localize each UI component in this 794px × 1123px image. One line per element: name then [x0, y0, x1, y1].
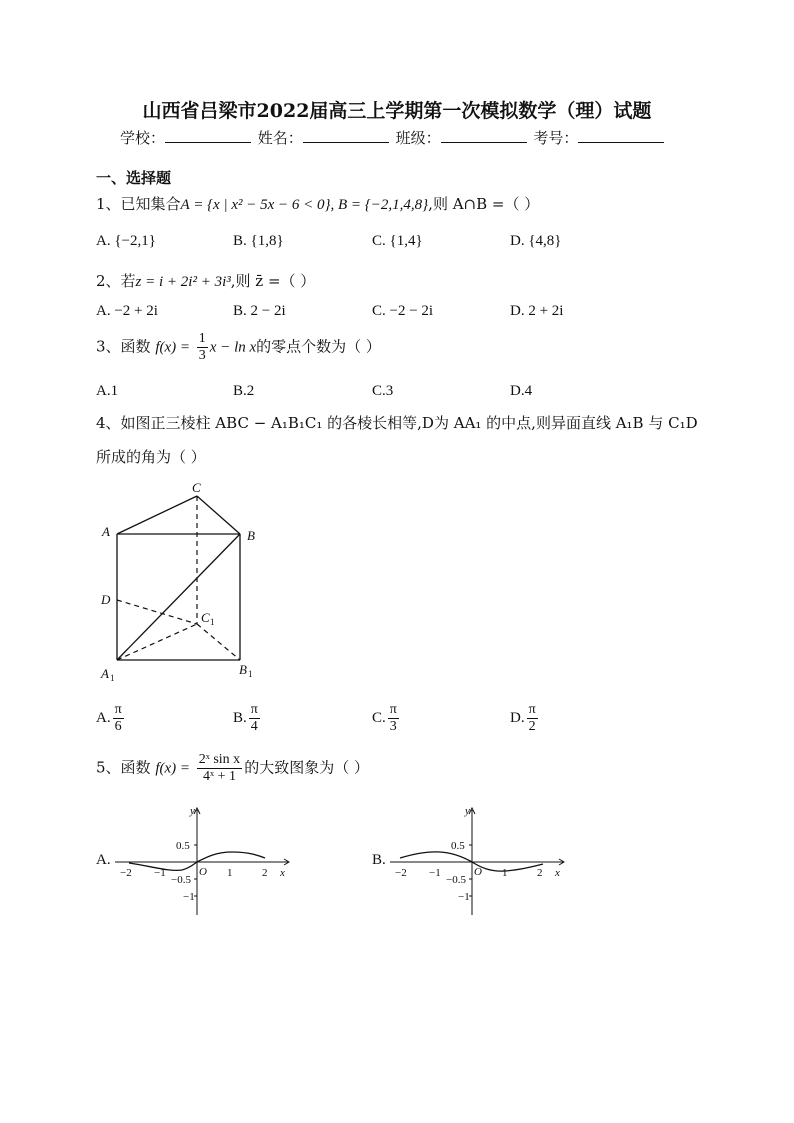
- q2-option-d: D. 2 + 2i: [510, 303, 564, 319]
- q5-fraction: [197, 752, 242, 785]
- label-A1: A: [101, 666, 109, 681]
- page-title: 山西省吕梁市2022届高三上学期第一次模拟数学（理）试题: [142, 100, 652, 122]
- q4-b-den: 4: [250, 719, 258, 734]
- q4-c-frac: [388, 702, 399, 735]
- q1-prefix: 1、已知集合: [96, 195, 181, 213]
- graph-b-y-label: y: [465, 805, 470, 817]
- label-B1: B: [239, 662, 247, 677]
- graph-a-y-label: y: [190, 805, 195, 817]
- q5-prefix: 5、函数: [96, 758, 151, 777]
- graph-b-tick-x-2: 2: [537, 867, 543, 879]
- q2-option-b: B. 2 − 2i: [233, 303, 286, 319]
- q5-frac-den: 4ˣ + 1: [203, 769, 236, 784]
- q3-option-c: C.3: [372, 383, 394, 399]
- q5-graph-b: [385, 800, 575, 920]
- q3-option-b: B.2: [233, 383, 255, 399]
- q3-rest: x − ln x: [209, 339, 257, 356]
- number-label: 考号：: [533, 129, 579, 147]
- edge-C1B1: [197, 624, 240, 660]
- graph-b-tick-x-1: 1: [502, 867, 508, 879]
- label-B: B: [247, 528, 255, 543]
- q5-tail: 的大致图象为（ ）: [244, 758, 369, 777]
- q2-prefix: 2、若: [96, 272, 136, 290]
- q4-c-letter: C.: [372, 709, 386, 726]
- q3-fraction: [197, 331, 208, 364]
- name-blank: [303, 128, 389, 143]
- graph-a-x-label: x: [280, 867, 285, 879]
- graph-a-tick-x-1: 1: [227, 867, 233, 879]
- q4-option-a: [96, 702, 126, 735]
- q4-a-letter: A.: [96, 709, 111, 726]
- label-C: C: [192, 480, 201, 495]
- q4-d-letter: D.: [510, 709, 525, 726]
- segment-A1B: [117, 534, 240, 660]
- q5-frac-num: 2ˣ sin x: [198, 752, 241, 767]
- label-A: A: [102, 524, 110, 539]
- q1-option-d: D. {4,8}: [510, 233, 562, 249]
- q4-d-den: 2: [528, 719, 536, 734]
- q3-option-d: D.4: [510, 383, 533, 399]
- q4-option-b: [233, 702, 262, 735]
- class-label: 班级：: [395, 129, 441, 147]
- graph-b-tick-x-neg2: −2: [395, 867, 407, 879]
- graph-b-tick-y-neg1: −1: [458, 891, 470, 903]
- q4-d-num: π: [528, 702, 536, 717]
- q5-graph-a: [110, 800, 300, 920]
- graph-b-tick-x-neg1: −1: [429, 867, 441, 879]
- graph-a-tick-x-neg1: −1: [154, 867, 166, 879]
- label-B1-sub: 1: [248, 669, 253, 679]
- q3-tail: 的零点个数为（ ）: [256, 337, 381, 356]
- q4-b-frac: [249, 702, 260, 735]
- section-heading: 一、选择题: [96, 169, 172, 187]
- q1-math: A = {x | x² − 5x − 6 < 0}, B = {−2,1,4,8}: [180, 197, 429, 213]
- q4-b-letter: B.: [233, 709, 247, 726]
- q4-d-frac: [527, 702, 538, 735]
- edge-A1C1: [117, 624, 197, 660]
- q4-option-d: [510, 702, 540, 735]
- q3-frac-num: 1: [198, 331, 206, 346]
- segment-DC1: [117, 600, 197, 624]
- graph-a-origin: O: [199, 866, 207, 878]
- q3-fx: f(x) =: [155, 339, 191, 356]
- q3-prefix: 3、函数: [96, 337, 151, 356]
- q5-option-a-letter: A.: [96, 852, 111, 868]
- graph-a-tick-y-neg-half: −0.5: [171, 874, 191, 886]
- graph-b-origin: O: [474, 866, 482, 878]
- q4-c-num: π: [389, 702, 397, 717]
- graph-a-tick-x-neg2: −2: [120, 867, 132, 879]
- class-blank: [441, 128, 527, 143]
- q5-fx: f(x) =: [155, 760, 191, 777]
- question-1-stem: [96, 193, 539, 214]
- q1-tail: ,则 A∩B =（ ）: [428, 195, 540, 213]
- label-D: D: [101, 592, 111, 607]
- q3-frac-den: 3: [198, 348, 206, 363]
- question-3-stem: [96, 331, 381, 364]
- label-C1-sub: 1: [210, 617, 215, 627]
- edge-CB: [197, 496, 240, 534]
- prism-figure: [95, 478, 275, 688]
- graph-b-tick-y-half: 0.5: [451, 840, 465, 852]
- graph-b-tick-y-neg-half: −0.5: [446, 874, 466, 886]
- question-5-stem: [96, 752, 369, 785]
- question-4-line-2: 所成的角为（ ）: [96, 448, 206, 466]
- q1-option-a: A. {−2,1}: [96, 233, 156, 249]
- school-label: 学校：: [120, 129, 166, 147]
- q2-tail: ,则 z̄ =（ ）: [230, 272, 316, 290]
- number-blank: [578, 128, 664, 143]
- edge-AC: [117, 496, 197, 534]
- graph-a-tick-y-half: 0.5: [176, 840, 190, 852]
- label-A1-sub: 1: [110, 673, 115, 683]
- q4-a-num: π: [114, 702, 122, 717]
- q5-option-b-letter: B.: [372, 852, 386, 868]
- q2-option-c: C. −2 − 2i: [372, 303, 434, 319]
- q2-option-a: A. −2 + 2i: [96, 303, 158, 319]
- question-4-line-1: 4、如图正三棱柱 ABC − A₁B₁C₁ 的各棱长相等,D为 AA₁ 的中点,则异面直线 A₁B 与 C₁D: [96, 414, 698, 432]
- graph-a-tick-y-neg1: −1: [183, 891, 195, 903]
- name-label: 姓名：: [257, 129, 303, 147]
- q4-option-c: [372, 702, 401, 735]
- q4-a-frac: [113, 702, 124, 735]
- q4-c-den: 3: [389, 719, 397, 734]
- q4-a-den: 6: [114, 719, 122, 734]
- label-C1: C: [201, 610, 210, 625]
- student-info-line: [120, 127, 666, 148]
- q1-option-c: C. {1,4}: [372, 233, 423, 249]
- graph-a-tick-x-2: 2: [262, 867, 268, 879]
- q1-option-b: B. {1,8}: [233, 233, 284, 249]
- q2-math: z = i + 2i² + 3i³: [135, 274, 231, 290]
- q3-option-a: A.1: [96, 383, 119, 399]
- q4-b-num: π: [250, 702, 258, 717]
- graph-b-x-label: x: [555, 867, 560, 879]
- question-2-stem: [96, 270, 315, 291]
- school-blank: [165, 128, 251, 143]
